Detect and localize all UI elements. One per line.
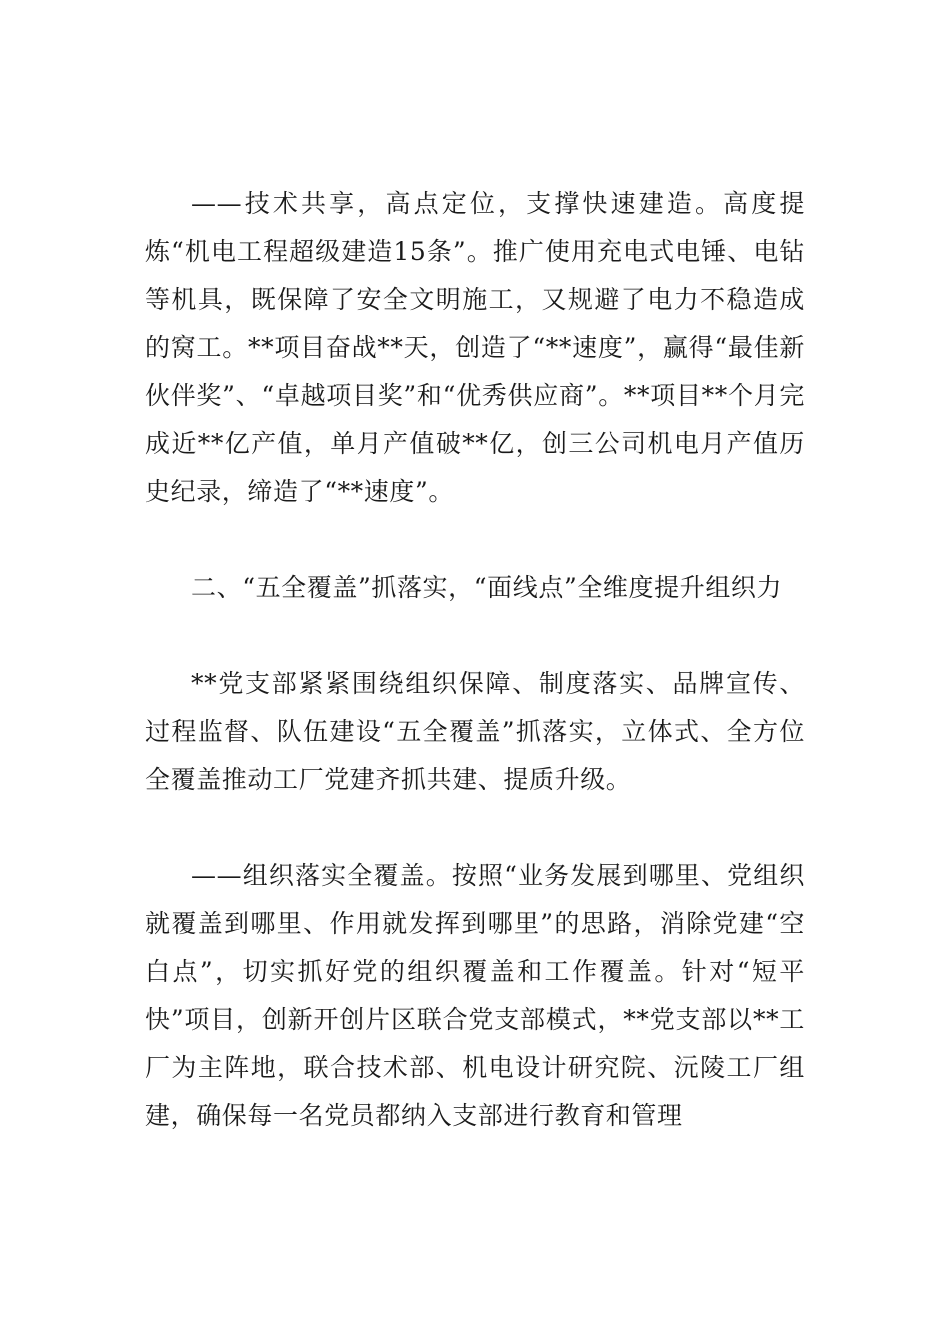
paragraph-technology-sharing: ——技术共享，高点定位，支撑快速建造。高度提炼“机电工程超级建造15条”。推广使用充电式电锤、电钻等机具，既保障了安全文明施工，又规避了电力不稳造成的窝工。**项目奋战**天，创造了“**速度”，赢得“最佳新伙伴奖”、“卓越项目奖”和“优秀供应商”。**项目**个月完成近**亿产值，单月产值破**亿，创三公司机电月产值历史纪录，缔造了“**速度”。 — [145, 189, 805, 506]
paragraph-five-full-coverage: **党支部紧紧围绕组织保障、制度落实、品牌宣传、过程监督、队伍建设“五全覆盖”抓落实，立体式、全方位全覆盖推动工厂党建齐抓共建、提质升级。 — [145, 669, 805, 794]
document-body — [145, 180, 805, 1140]
section-heading-two: 二、“五全覆盖”抓落实，“面线点”全维度提升组织力 — [191, 573, 783, 602]
paragraph-organization-coverage: ——组织落实全覆盖。按照“业务发展到哪里、党组织就覆盖到哪里、作用就发挥到哪里”的思路，消除党建“空白点”，切实抓好党的组织覆盖和工作覆盖。针对“短平快”项目，创新开创片区联合党支部模式，**党支部以**工厂为主阵地，联合技术部、机电设计研究院、沅陵工厂组建，确保每一名党员都纳入支部进行教育和管理 — [145, 861, 805, 1130]
